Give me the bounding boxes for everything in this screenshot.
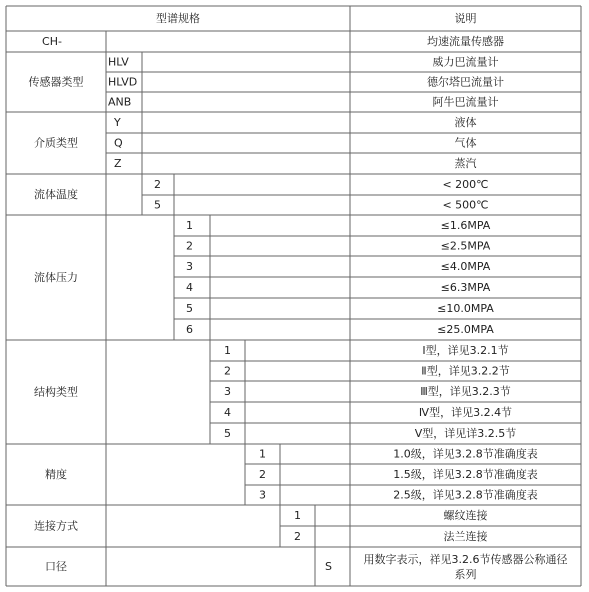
code-fluid_pressure: 5 [186, 302, 193, 315]
desc-medium_type: 气体 [454, 136, 477, 150]
code-medium_type: Q [114, 136, 123, 150]
desc-accuracy: 2.5级，详见3.2.8节准确度表 [393, 488, 538, 502]
desc-structure_type: Ⅴ型，详见详3.2.5节 [414, 427, 517, 440]
code-bore: S [325, 560, 332, 573]
code-connection: 2 [294, 530, 301, 543]
code-accuracy: 1 [259, 447, 266, 461]
code-connection: 1 [294, 509, 301, 522]
code-structure_type: 5 [224, 427, 231, 440]
header-spec-label: 型谱规格 [156, 12, 200, 25]
desc-accuracy: 1.0级，详见3.2.8节准确度表 [393, 447, 538, 461]
code-fluid_pressure: 1 [186, 219, 193, 232]
section-label-connection: 连接方式 [34, 519, 78, 533]
model-prefix: CH- [42, 35, 62, 48]
code-fluid_pressure: 2 [186, 239, 193, 253]
desc-fluid_temp: < 500℃ [442, 198, 489, 212]
desc-medium_type: 液体 [454, 116, 477, 129]
code-accuracy: 2 [259, 468, 266, 481]
desc-structure_type: Ⅲ型，详见3.2.3节 [420, 385, 511, 398]
desc-fluid_pressure: ≤4.0MPA [440, 260, 491, 273]
code-accuracy: 3 [259, 488, 266, 502]
section-label-fluid_pressure: 流体压力 [34, 271, 78, 284]
code-fluid_pressure: 3 [186, 260, 193, 273]
desc-fluid_temp: < 200℃ [442, 178, 489, 191]
desc-connection: 螺纹连接 [443, 509, 488, 522]
desc-fluid_pressure: ≤25.0MPA [437, 323, 494, 336]
desc-sensor_type: 威力巴流量计 [432, 55, 499, 69]
code-structure_type: 3 [224, 385, 231, 398]
code-fluid_temp: 2 [154, 178, 161, 191]
code-fluid_temp: 5 [154, 198, 161, 212]
desc-connection: 法兰连接 [443, 530, 488, 543]
desc-structure_type: Ⅱ型，详见3.2.2节 [421, 364, 510, 378]
desc-structure_type: Ⅰ型，详见3.2.1节 [422, 344, 509, 357]
code-structure_type: 1 [224, 344, 231, 357]
desc-sensor_type: 阿牛巴流量计 [432, 95, 499, 109]
code-structure_type: 4 [224, 406, 231, 419]
code-fluid_pressure: 6 [186, 323, 193, 336]
model-desc: 均速流量传感器 [427, 35, 504, 48]
desc-fluid_pressure: ≤2.5MPA [440, 239, 491, 253]
header-desc-label: 说明 [454, 12, 477, 25]
code-sensor_type: HLV [108, 55, 129, 69]
desc-structure_type: Ⅳ型，详见3.2.4节 [418, 406, 513, 419]
code-medium_type: Y [114, 116, 121, 129]
desc-fluid_pressure: ≤1.6MPA [440, 219, 491, 232]
section-label-accuracy: 精度 [45, 468, 67, 481]
section-label-sensor_type: 传感器类型 [28, 75, 84, 89]
desc-fluid_pressure: ≤10.0MPA [437, 302, 494, 315]
desc-bore: 系列 [454, 568, 477, 581]
section-label-fluid_temp: 流体温度 [34, 188, 78, 201]
code-sensor_type: HLVD [108, 75, 138, 89]
section-label-medium_type: 介质类型 [34, 136, 78, 150]
code-medium_type: Z [114, 157, 122, 170]
desc-fluid_pressure: ≤6.3MPA [440, 281, 491, 294]
desc-accuracy: 1.5级，详见3.2.8节准确度表 [393, 468, 538, 481]
code-structure_type: 2 [224, 364, 231, 378]
section-label-bore: 口径 [45, 560, 67, 573]
section-label-structure_type: 结构类型 [34, 385, 78, 399]
code-fluid_pressure: 4 [186, 281, 193, 294]
desc-sensor_type: 德尔塔巴流量计 [427, 75, 504, 89]
code-sensor_type: ANB [108, 95, 132, 109]
desc-medium_type: 蒸汽 [454, 157, 477, 170]
desc-bore: 用数字表示，祥见3.2.6节传感器公称通径 [363, 553, 568, 566]
